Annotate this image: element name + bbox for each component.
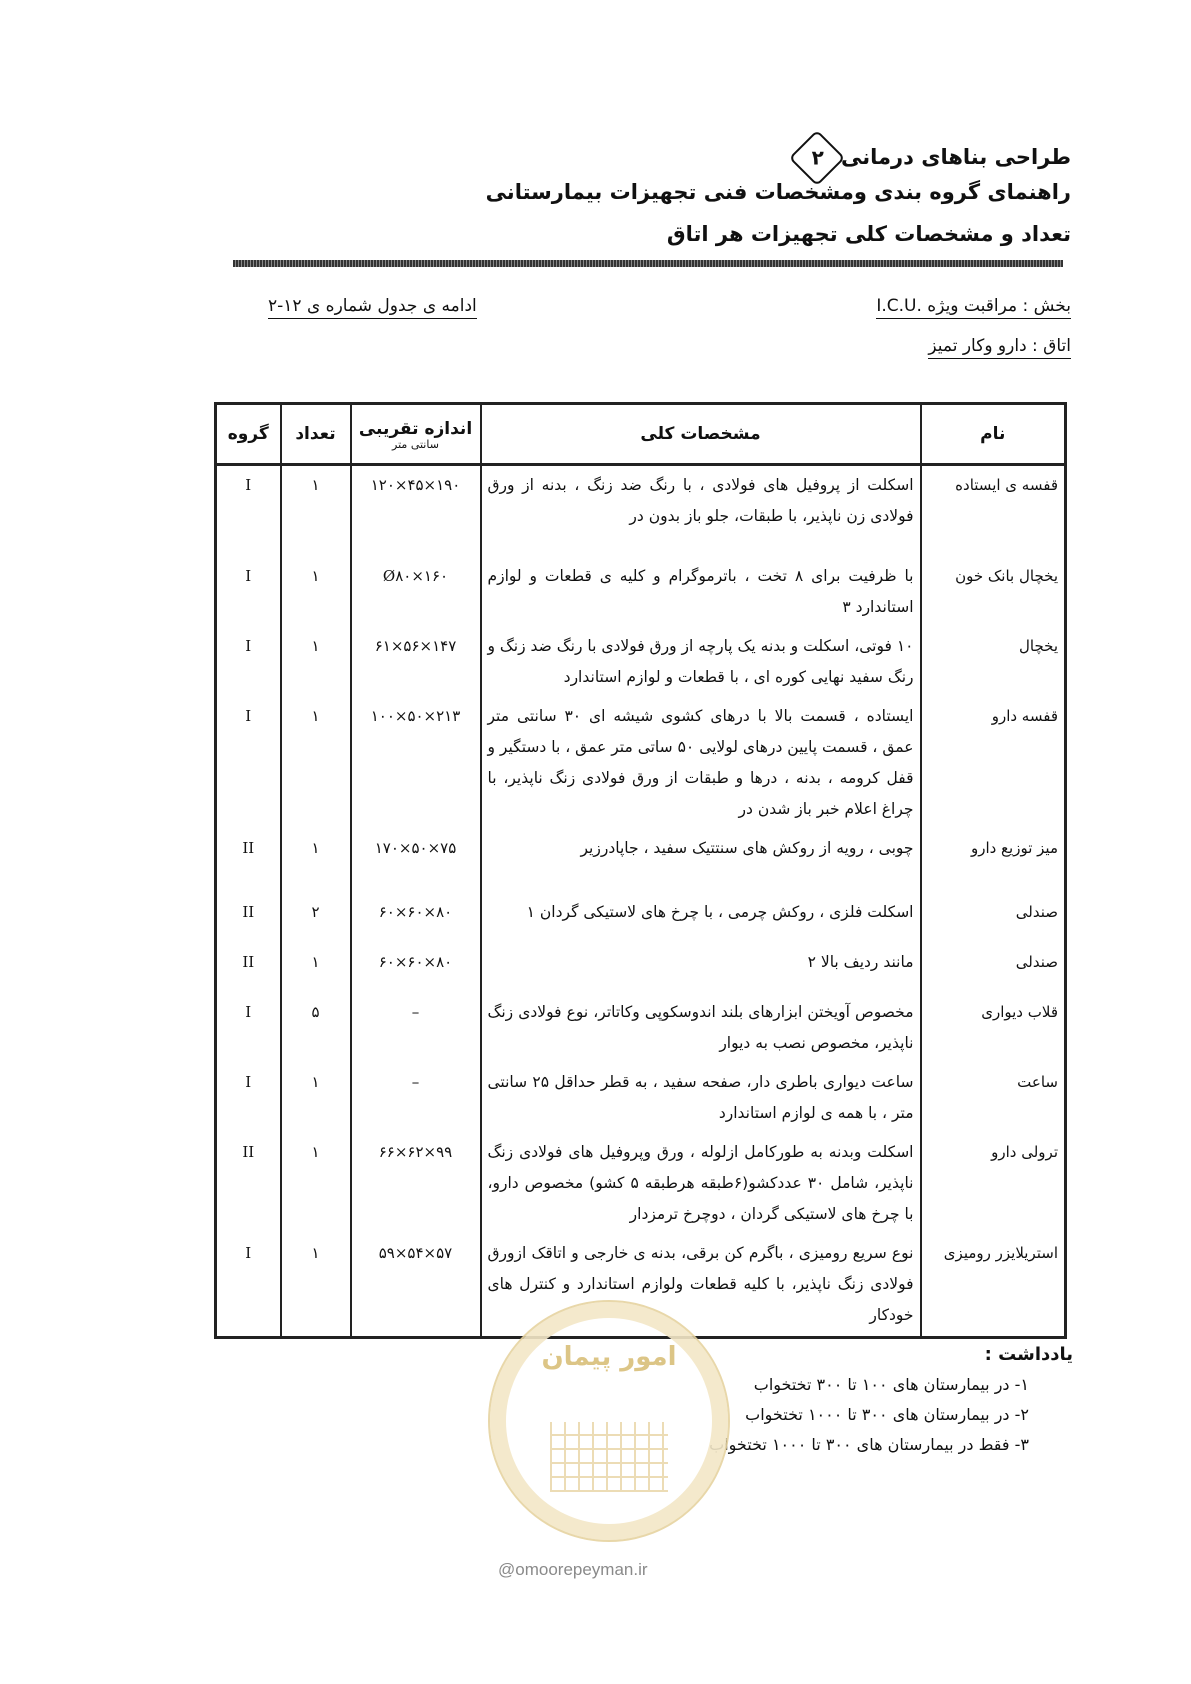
watermark-logo [488, 1300, 730, 1542]
row-spec: اسکلت از پروفیل های فولادی ، با رنگ ضد زنگ ، بدنه از ورق فولادی زن ناپذیر، با طبقات، جلو باز بدون در [481, 465, 921, 557]
row-size: ۶۰×۶۰×۸۰ [351, 943, 481, 993]
row-spec: ساعت دیواری باطری دار، صفحه سفید ، به قطر حداقل ۲۵ سانتی متر ، با همه ی لوازم استاندارد [481, 1063, 921, 1133]
row-group: I [216, 627, 281, 697]
doc-title [231, 138, 1071, 178]
table-row [216, 697, 1066, 829]
row-count: ۱ [281, 829, 351, 893]
section-label: بخش : مراقبت ویژه .I.C.U [876, 296, 1071, 316]
table-row [216, 1063, 1066, 1133]
row-count: ۱ [281, 1063, 351, 1133]
table-row [216, 627, 1066, 697]
row-spec: مخصوص آویختن ابزارهای بلند اندوسکوپی وکاتاتر، نوع فولادی زنگ ناپذیر، مخصوص نصب به دیوار [481, 993, 921, 1063]
row-size: ۶۱×۵۶×۱۴۷ [351, 627, 481, 697]
row-name: صندلی [921, 893, 1066, 943]
row-group: I [216, 1234, 281, 1338]
row-name: صندلی [921, 943, 1066, 993]
row-spec: اسکلت وبدنه به طورکامل ازلوله ، ورق وپروفیل های فولادی زنگ ناپذیر، شامل ۳۰ عددکشو(۶طبقه هرطبقه ۵ کشو) مخصوص دارو، با چرخ های لاستیکی گردان ، دوچرخ ترمزدار [481, 1133, 921, 1234]
part-number-badge: ۲ [789, 130, 846, 187]
header-rule [233, 260, 1063, 267]
row-group: I [216, 1063, 281, 1133]
row-spec: مانند ردیف بالا ۲ [481, 943, 921, 993]
row-size: – [351, 993, 481, 1063]
row-count: ۱ [281, 1234, 351, 1338]
table-row [216, 465, 1066, 557]
row-group: I [216, 697, 281, 829]
table-row [216, 943, 1066, 993]
row-name: یخچال [921, 627, 1066, 697]
note-item: ۳- فقط در بیمارستان های ۳۰۰ تا ۱۰۰۰ تختخواب [709, 1435, 1029, 1454]
row-count: ۱ [281, 697, 351, 829]
row-spec: ایستاده ، قسمت بالا با درهای کشوی شیشه ای ۳۰ سانتی متر عمق ، قسمت پایین درهای لولایی ۵۰ ساتی متر عمق ، با دستگیر و قفل کرومه ، بدنه ، درها و طبقات از ورق فولادی زنگ ناپذیر، با چراغ اعلام خبر باز شدن در [481, 697, 921, 829]
doc-subtitle: راهنمای گروه بندی ومشخصات فنی تجهیزات بیمارستانی [485, 180, 1071, 204]
row-spec: با ظرفیت برای ۸ تخت ، باترموگرام و کلیه ی قطعات و لوازم استاندارد ۳ [481, 557, 921, 627]
row-name: قفسه ی ایستاده [921, 465, 1066, 557]
table-header-row [216, 404, 1066, 465]
header-size-unit: سانتی متر [392, 437, 439, 451]
title-line1: طراحی بناهای درمانی [841, 145, 1071, 169]
header-group: گروه [216, 404, 281, 465]
table-continuation: ادامه ی جدول شماره ی ۱۲-۲ [268, 296, 477, 316]
table-row [216, 993, 1066, 1063]
row-spec: ۱۰ فوتی، اسکلت و بدنه یک پارچه از ورق فولادی با رنگ ضد زنگ و رنگ سفید نهایی کوره ای ، با قطعات و لوازم استاندارد [481, 627, 921, 697]
row-size: ۱۷۰×۵۰×۷۵ [351, 829, 481, 893]
row-count: ۱ [281, 465, 351, 557]
row-count: ۲ [281, 893, 351, 943]
row-group: I [216, 465, 281, 557]
row-name: ساعت [921, 1063, 1066, 1133]
row-group: II [216, 943, 281, 993]
row-size: Ø۸۰×۱۶۰ [351, 557, 481, 627]
row-size: ۱۰۰×۵۰×۲۱۳ [351, 697, 481, 829]
header-spec: مشخصات کلی [481, 404, 921, 465]
row-count: ۱ [281, 1133, 351, 1234]
row-group: I [216, 557, 281, 627]
notes-block [709, 1340, 1073, 1460]
row-size: – [351, 1063, 481, 1133]
row-spec: چوبی ، رویه از روکش های سنتتیک سفید ، جاپادرزیر [481, 829, 921, 893]
row-spec: اسکلت فلزی ، روکش چرمی ، با چرخ های لاستیکی گردان ۱ [481, 893, 921, 943]
table-row [216, 1133, 1066, 1234]
note-item: ۲- در بیمارستان های ۳۰۰ تا ۱۰۰۰ تختخواب [745, 1405, 1029, 1424]
equipment-table [214, 402, 1067, 1339]
row-count: ۱ [281, 627, 351, 697]
row-name: استریلایزر رومیزی [921, 1234, 1066, 1338]
doc-heading: تعداد و مشخصات کلی تجهیزات هر اتاق [666, 222, 1071, 246]
row-name: ترولی دارو [921, 1133, 1066, 1234]
row-name: قلاب دیواری [921, 993, 1066, 1063]
watermark-url: @omoorepeyman.ir [498, 1560, 648, 1579]
row-group: II [216, 893, 281, 943]
header-count: تعداد [281, 404, 351, 465]
row-group: II [216, 829, 281, 893]
row-name: قفسه دارو [921, 697, 1066, 829]
row-spec: نوع سریع رومیزی ، باگرم کن برقی، بدنه ی خارجی و اتاقک ازورق فولادی زنگ ناپذیر، با کلیه قطعات ولوازم استاندارد و کنترل های خودکار [481, 1234, 921, 1338]
notes-title: یادداشت : [984, 1344, 1073, 1365]
watermark-logo-text: امور پیمان [541, 1342, 677, 1372]
note-item: ۱- در بیمارستان های ۱۰۰ تا ۳۰۰ تختخواب [753, 1375, 1029, 1394]
header-name: نام [921, 404, 1066, 465]
row-group: I [216, 993, 281, 1063]
table-row [216, 893, 1066, 943]
row-size: ۶۶×۶۲×۹۹ [351, 1133, 481, 1234]
row-group: II [216, 1133, 281, 1234]
header-size: اندازه تقریبی سانتی متر [351, 404, 481, 465]
row-size: ۵۹×۵۴×۵۷ [351, 1234, 481, 1338]
watermark-grid [550, 1422, 668, 1492]
table-row [216, 557, 1066, 627]
row-count: ۱ [281, 557, 351, 627]
row-size: ۱۲۰×۴۵×۱۹۰ [351, 465, 481, 557]
room-label: اتاق : دارو وکار تمیز [928, 336, 1071, 356]
row-size: ۶۰×۶۰×۸۰ [351, 893, 481, 943]
row-name: یخچال بانک خون [921, 557, 1066, 627]
row-name: میز توزیع دارو [921, 829, 1066, 893]
row-count: ۱ [281, 943, 351, 993]
row-count: ۵ [281, 993, 351, 1063]
table-row [216, 829, 1066, 893]
